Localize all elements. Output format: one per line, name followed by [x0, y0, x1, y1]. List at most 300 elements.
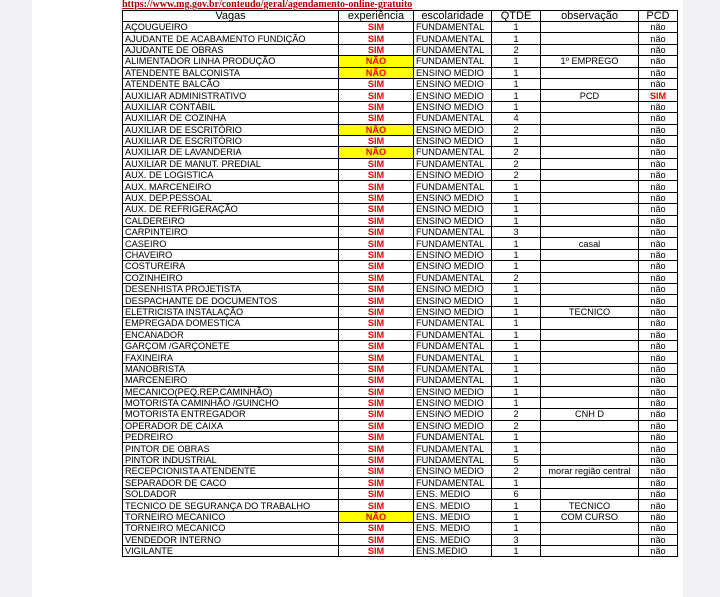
cell-pcd: não: [639, 56, 678, 67]
table-row: [123, 101, 678, 112]
cell-experiencia: SIM: [339, 454, 414, 465]
cell-escolaridade: FUNDAMENTAL: [414, 44, 492, 55]
cell-vaga: VENDEDOR INTERNO: [123, 534, 339, 545]
cell-qtde: 2: [492, 124, 541, 135]
cell-qtde: 1: [492, 432, 541, 443]
cell-escolaridade: ENS.MEDIO: [414, 545, 492, 556]
cell-vaga: AUX. DE LOGISTICA: [123, 170, 339, 181]
cell-vaga: SEPARADOR DE CACO: [123, 477, 339, 488]
cell-escolaridade: ENS. MEDIO: [414, 534, 492, 545]
cell-experiencia: SIM: [339, 44, 414, 55]
cell-experiencia: SIM: [339, 272, 414, 283]
cell-escolaridade: ENSINO MEDIO: [414, 306, 492, 317]
table-row: [123, 135, 678, 146]
cell-experiencia: SIM: [339, 432, 414, 443]
cell-pcd: não: [639, 272, 678, 283]
cell-vaga: MANOBRISTA: [123, 363, 339, 374]
cell-qtde: 1: [492, 500, 541, 511]
cell-qtde: 1: [492, 397, 541, 408]
cell-vaga: RECEPCIONISTA ATENDENTE: [123, 466, 339, 477]
cell-escolaridade: ENSINO MEDIO: [414, 90, 492, 101]
cell-vaga: AUXILIAR DE ESCRITÓRIO: [123, 124, 339, 135]
cell-vaga: GARÇOM /GARÇONETE: [123, 340, 339, 351]
cell-experiencia: SIM: [339, 409, 414, 420]
cell-qtde: 1: [492, 477, 541, 488]
cell-qtde: 2: [492, 420, 541, 431]
table-row: [123, 352, 678, 363]
cell-experiencia: SIM: [339, 375, 414, 386]
cell-vaga: CHAVEIRO: [123, 249, 339, 260]
cell-pcd: SIM: [639, 90, 678, 101]
table-row: [123, 340, 678, 351]
cell-escolaridade: FUNDAMENTAL: [414, 113, 492, 124]
table-row: [123, 124, 678, 135]
table-row: [123, 318, 678, 329]
cell-qtde: 1: [492, 283, 541, 294]
cell-observacao: [541, 295, 639, 306]
table-row: [123, 204, 678, 215]
cell-observacao: [541, 170, 639, 181]
table-row: [123, 272, 678, 283]
cell-escolaridade: FUNDAMENTAL: [414, 56, 492, 67]
cell-qtde: 1: [492, 215, 541, 226]
table-row: [123, 158, 678, 169]
header-experiencia: experiência: [339, 11, 414, 22]
cell-escolaridade: ENSINO MEDIO: [414, 192, 492, 203]
cell-experiencia: SIM: [339, 249, 414, 260]
cell-pcd: não: [639, 352, 678, 363]
cell-escolaridade: ENSINO MEDIO: [414, 215, 492, 226]
cell-pcd: não: [639, 340, 678, 351]
cell-experiencia: SIM: [339, 78, 414, 89]
cell-observacao: [541, 477, 639, 488]
cell-qtde: 1: [492, 261, 541, 272]
table-body: [123, 22, 678, 557]
cell-escolaridade: FUNDAMENTAL: [414, 454, 492, 465]
cell-escolaridade: FUNDAMENTAL: [414, 238, 492, 249]
cell-qtde: 3: [492, 227, 541, 238]
cell-observacao: [541, 249, 639, 260]
table-row: [123, 283, 678, 294]
table-row: [123, 534, 678, 545]
cell-escolaridade: FUNDAMENTAL: [414, 318, 492, 329]
table-row: [123, 466, 678, 477]
cell-experiencia: SIM: [339, 181, 414, 192]
cell-escolaridade: ENSINO MEDIO: [414, 409, 492, 420]
header-pcd: PCD: [639, 11, 678, 22]
cell-experiencia: SIM: [339, 500, 414, 511]
cell-observacao: [541, 340, 639, 351]
cell-pcd: não: [639, 397, 678, 408]
cell-escolaridade: FUNDAMENTAL: [414, 22, 492, 33]
cell-experiencia: SIM: [339, 318, 414, 329]
cell-qtde: 2: [492, 272, 541, 283]
cell-vaga: CARPINTEIRO: [123, 227, 339, 238]
cell-escolaridade: ENSINO MEDIO: [414, 261, 492, 272]
cell-qtde: 1: [492, 511, 541, 522]
cell-pcd: não: [639, 124, 678, 135]
cell-vaga: PEDREIRO: [123, 432, 339, 443]
table-row: [123, 22, 678, 33]
cell-qtde: 1: [492, 192, 541, 203]
cell-escolaridade: FUNDAMENTAL: [414, 329, 492, 340]
cell-observacao: CNH D: [541, 409, 639, 420]
table-row: [123, 329, 678, 340]
cell-experiencia: NÃO: [339, 147, 414, 158]
cell-escolaridade: FUNDAMENTAL: [414, 340, 492, 351]
cell-experiencia: SIM: [339, 477, 414, 488]
cell-observacao: TECNICO: [541, 500, 639, 511]
table-row: [123, 181, 678, 192]
cell-observacao: [541, 147, 639, 158]
cell-experiencia: NÃO: [339, 56, 414, 67]
cell-qtde: 2: [492, 409, 541, 420]
cell-escolaridade: ENS. MEDIO: [414, 511, 492, 522]
header-observacao: observação: [541, 11, 639, 22]
cell-experiencia: SIM: [339, 386, 414, 397]
cell-pcd: não: [639, 511, 678, 522]
table-row: [123, 523, 678, 534]
cell-vaga: COZINHEIRO: [123, 272, 339, 283]
cell-pcd: não: [639, 33, 678, 44]
cell-qtde: 5: [492, 454, 541, 465]
cell-escolaridade: FUNDAMENTAL: [414, 158, 492, 169]
table-row: [123, 192, 678, 203]
cell-experiencia: SIM: [339, 523, 414, 534]
cell-escolaridade: FUNDAMENTAL: [414, 375, 492, 386]
cell-vaga: AUXILIAR DE COZINHA: [123, 113, 339, 124]
cell-escolaridade: FUNDAMENTAL: [414, 443, 492, 454]
cell-qtde: 1: [492, 375, 541, 386]
cell-pcd: não: [639, 386, 678, 397]
cell-qtde: 2: [492, 466, 541, 477]
cell-experiencia: SIM: [339, 306, 414, 317]
cell-escolaridade: ENSINO MEDIO: [414, 204, 492, 215]
cell-vaga: TORNEIRO MECANICO: [123, 523, 339, 534]
cell-experiencia: SIM: [339, 90, 414, 101]
table-row: [123, 147, 678, 158]
cell-escolaridade: ENSINO MEDIO: [414, 466, 492, 477]
cell-vaga: EMPREGADA DOMESTICA: [123, 318, 339, 329]
cell-vaga: AUXILIAR DE ESCRITÓRIO: [123, 135, 339, 146]
cell-qtde: 1: [492, 363, 541, 374]
cell-vaga: MARCENEIRO: [123, 375, 339, 386]
cell-pcd: não: [639, 249, 678, 260]
table-row: [123, 409, 678, 420]
cell-experiencia: SIM: [339, 420, 414, 431]
cell-observacao: [541, 420, 639, 431]
cell-experiencia: NÃO: [339, 67, 414, 78]
cell-escolaridade: FUNDAMENTAL: [414, 33, 492, 44]
cell-pcd: não: [639, 22, 678, 33]
cell-pcd: não: [639, 375, 678, 386]
cell-experiencia: SIM: [339, 238, 414, 249]
cell-observacao: [541, 204, 639, 215]
cell-observacao: [541, 215, 639, 226]
cell-qtde: 6: [492, 489, 541, 500]
cell-vaga: ATENDENTE BALCÃO: [123, 78, 339, 89]
cell-observacao: [541, 158, 639, 169]
cell-vaga: ELETRICISTA INSTALAÇÃO: [123, 306, 339, 317]
cell-escolaridade: ENSINO MEDIO: [414, 101, 492, 112]
cell-vaga: SOLDADOR: [123, 489, 339, 500]
cell-experiencia: SIM: [339, 329, 414, 340]
table-row: [123, 477, 678, 488]
cell-vaga: ATENDENTE BALCONISTA: [123, 67, 339, 78]
cell-experiencia: SIM: [339, 340, 414, 351]
cell-vaga: AUXILIAR ADMINISTRATIVO: [123, 90, 339, 101]
cell-vaga: VIGILANTE: [123, 545, 339, 556]
table-row: [123, 44, 678, 55]
cell-escolaridade: ENSINO MEDIO: [414, 283, 492, 294]
cell-qtde: 1: [492, 386, 541, 397]
cell-qtde: 2: [492, 44, 541, 55]
cell-observacao: [541, 272, 639, 283]
cell-observacao: [541, 33, 639, 44]
cell-observacao: [541, 283, 639, 294]
cell-vaga: FAXINEIRA: [123, 352, 339, 363]
cell-observacao: [541, 78, 639, 89]
cell-escolaridade: ENSINO MEDIO: [414, 67, 492, 78]
cell-qtde: 1: [492, 545, 541, 556]
cell-vaga: AUXILIAR CONTÁBIL: [123, 101, 339, 112]
cell-observacao: [541, 386, 639, 397]
cell-vaga: MOTORISTA ENTREGADOR: [123, 409, 339, 420]
cell-pcd: não: [639, 238, 678, 249]
cell-experiencia: SIM: [339, 261, 414, 272]
table-row: [123, 511, 678, 522]
cell-qtde: 1: [492, 238, 541, 249]
cell-escolaridade: FUNDAMENTAL: [414, 181, 492, 192]
cell-vaga: AJUDANTE DE ACABAMENTO FUNDIÇÃO: [123, 33, 339, 44]
cell-qtde: 1: [492, 67, 541, 78]
cell-observacao: [541, 261, 639, 272]
cell-pcd: não: [639, 215, 678, 226]
table-row: [123, 67, 678, 78]
table-row: [123, 397, 678, 408]
cell-escolaridade: FUNDAMENTAL: [414, 432, 492, 443]
cell-escolaridade: ENSINO MEDIO: [414, 295, 492, 306]
cell-observacao: [541, 227, 639, 238]
cell-observacao: [541, 489, 639, 500]
cell-pcd: não: [639, 295, 678, 306]
table-row: [123, 454, 678, 465]
cell-pcd: não: [639, 432, 678, 443]
cell-vaga: COSTUREIRA: [123, 261, 339, 272]
cell-pcd: não: [639, 170, 678, 181]
cell-observacao: [541, 101, 639, 112]
cell-vaga: DESENHISTA PROJETISTA: [123, 283, 339, 294]
cell-experiencia: SIM: [339, 295, 414, 306]
cell-escolaridade: ENSINO MEDIO: [414, 386, 492, 397]
cell-experiencia: SIM: [339, 22, 414, 33]
cell-qtde: 1: [492, 204, 541, 215]
table-row: [123, 227, 678, 238]
cell-vaga: PINTOR INDUSTRIAL: [123, 454, 339, 465]
cell-vaga: TECNICO DE SEGURANÇA DO TRABALHO: [123, 500, 339, 511]
cell-escolaridade: ENSINO MEDIO: [414, 124, 492, 135]
cell-vaga: AUX. DEP.PESSOAL: [123, 192, 339, 203]
cell-vaga: AJUDANTE DE OBRAS: [123, 44, 339, 55]
cell-observacao: [541, 534, 639, 545]
cell-vaga: AUXILIAR DE MANUT. PREDIAL: [123, 158, 339, 169]
table-row: [123, 306, 678, 317]
cell-experiencia: SIM: [339, 227, 414, 238]
cell-pcd: não: [639, 454, 678, 465]
cell-observacao: [541, 318, 639, 329]
cell-observacao: COM CURSO: [541, 511, 639, 522]
cell-observacao: [541, 329, 639, 340]
cell-experiencia: SIM: [339, 466, 414, 477]
cell-pcd: não: [639, 534, 678, 545]
cell-escolaridade: ENSINO MEDIO: [414, 135, 492, 146]
cell-experiencia: SIM: [339, 158, 414, 169]
cell-vaga: ENCANADOR: [123, 329, 339, 340]
cell-escolaridade: ENS. MEDIO: [414, 500, 492, 511]
cell-experiencia: SIM: [339, 204, 414, 215]
cell-experiencia: SIM: [339, 113, 414, 124]
cell-vaga: TORNEIRO MECANICO: [123, 511, 339, 522]
cell-vaga: AUX. MARCENEIRO: [123, 181, 339, 192]
cell-observacao: 1º EMPREGO: [541, 56, 639, 67]
cell-pcd: não: [639, 135, 678, 146]
table-row: [123, 261, 678, 272]
cell-observacao: TECNICO: [541, 306, 639, 317]
cell-escolaridade: ENSINO MEDIO: [414, 420, 492, 431]
cell-pcd: não: [639, 500, 678, 511]
cell-pcd: não: [639, 477, 678, 488]
table-row: [123, 443, 678, 454]
cell-experiencia: SIM: [339, 363, 414, 374]
cell-pcd: não: [639, 101, 678, 112]
cell-vaga: MECANICO(PEQ.REP.CAMINHÃO): [123, 386, 339, 397]
cell-experiencia: SIM: [339, 101, 414, 112]
cell-qtde: 1: [492, 135, 541, 146]
cell-observacao: [541, 135, 639, 146]
cell-qtde: 1: [492, 78, 541, 89]
cell-experiencia: SIM: [339, 215, 414, 226]
cell-experiencia: NÃO: [339, 511, 414, 522]
cell-pcd: não: [639, 318, 678, 329]
cell-experiencia: SIM: [339, 397, 414, 408]
table-row: [123, 295, 678, 306]
table-row: [123, 33, 678, 44]
table-row: [123, 363, 678, 374]
cell-qtde: 2: [492, 170, 541, 181]
cell-escolaridade: ENSINO MEDIO: [414, 78, 492, 89]
cell-pcd: não: [639, 363, 678, 374]
cell-observacao: [541, 432, 639, 443]
table-row: [123, 215, 678, 226]
cell-pcd: não: [639, 147, 678, 158]
source-link[interactable]: https://www.mg.gov.br/conteudo/geral/agendamento-online-gratuito: [122, 0, 413, 10]
cell-escolaridade: FUNDAMENTAL: [414, 227, 492, 238]
cell-qtde: 1: [492, 90, 541, 101]
cell-experiencia: SIM: [339, 534, 414, 545]
cell-escolaridade: ENSINO MEDIO: [414, 170, 492, 181]
cell-escolaridade: FUNDAMENTAL: [414, 272, 492, 283]
cell-pcd: não: [639, 261, 678, 272]
cell-observacao: [541, 363, 639, 374]
cell-vaga: MOTORISTA CAMINHÃO /GUINCHO: [123, 397, 339, 408]
table-row: [123, 420, 678, 431]
table-row: [123, 56, 678, 67]
cell-observacao: casal: [541, 238, 639, 249]
cell-experiencia: SIM: [339, 489, 414, 500]
table-row: [123, 238, 678, 249]
cell-pcd: não: [639, 545, 678, 556]
cell-experiencia: SIM: [339, 33, 414, 44]
cell-escolaridade: ENSINO MEDIO: [414, 397, 492, 408]
table-row: [123, 545, 678, 556]
cell-vaga: DESPACHANTE DE DOCUMENTOS: [123, 295, 339, 306]
job-vacancies-table: [122, 10, 678, 557]
cell-pcd: não: [639, 78, 678, 89]
cell-qtde: 3: [492, 534, 541, 545]
cell-pcd: não: [639, 489, 678, 500]
cell-pcd: não: [639, 181, 678, 192]
cell-observacao: [541, 397, 639, 408]
cell-pcd: não: [639, 192, 678, 203]
table-row: [123, 113, 678, 124]
cell-qtde: 1: [492, 523, 541, 534]
table-row: [123, 90, 678, 101]
cell-qtde: 1: [492, 181, 541, 192]
cell-pcd: não: [639, 113, 678, 124]
cell-pcd: não: [639, 306, 678, 317]
cell-observacao: [541, 545, 639, 556]
cell-qtde: 1: [492, 340, 541, 351]
cell-vaga: OPERADOR DE CAIXA: [123, 420, 339, 431]
cell-escolaridade: ENSINO MEDIO: [414, 249, 492, 260]
table-row: [123, 78, 678, 89]
cell-escolaridade: FUNDAMENTAL: [414, 147, 492, 158]
cell-experiencia: SIM: [339, 443, 414, 454]
cell-experiencia: SIM: [339, 352, 414, 363]
header-vagas: Vagas: [123, 11, 339, 22]
table-row: [123, 432, 678, 443]
cell-qtde: 1: [492, 33, 541, 44]
table-header-row: [123, 11, 678, 22]
cell-observacao: [541, 443, 639, 454]
cell-vaga: CALDEREIRO: [123, 215, 339, 226]
cell-experiencia: NÃO: [339, 124, 414, 135]
cell-pcd: não: [639, 204, 678, 215]
cell-qtde: 4: [492, 113, 541, 124]
cell-pcd: não: [639, 283, 678, 294]
cell-experiencia: SIM: [339, 192, 414, 203]
cell-observacao: [541, 44, 639, 55]
cell-qtde: 1: [492, 295, 541, 306]
cell-vaga: CASEIRO: [123, 238, 339, 249]
cell-qtde: 1: [492, 56, 541, 67]
cell-escolaridade: FUNDAMENTAL: [414, 352, 492, 363]
cell-pcd: não: [639, 466, 678, 477]
cell-qtde: 1: [492, 22, 541, 33]
table-row: [123, 489, 678, 500]
cell-qtde: 1: [492, 329, 541, 340]
cell-observacao: [541, 181, 639, 192]
cell-observacao: PCD: [541, 90, 639, 101]
cell-pcd: não: [639, 329, 678, 340]
cell-experiencia: SIM: [339, 283, 414, 294]
cell-experiencia: SIM: [339, 545, 414, 556]
cell-qtde: 1: [492, 318, 541, 329]
cell-observacao: [541, 192, 639, 203]
table-row: [123, 386, 678, 397]
cell-vaga: AÇOUGUEIRO: [123, 22, 339, 33]
cell-vaga: AUXILIAR DE LAVANDERIA: [123, 147, 339, 158]
